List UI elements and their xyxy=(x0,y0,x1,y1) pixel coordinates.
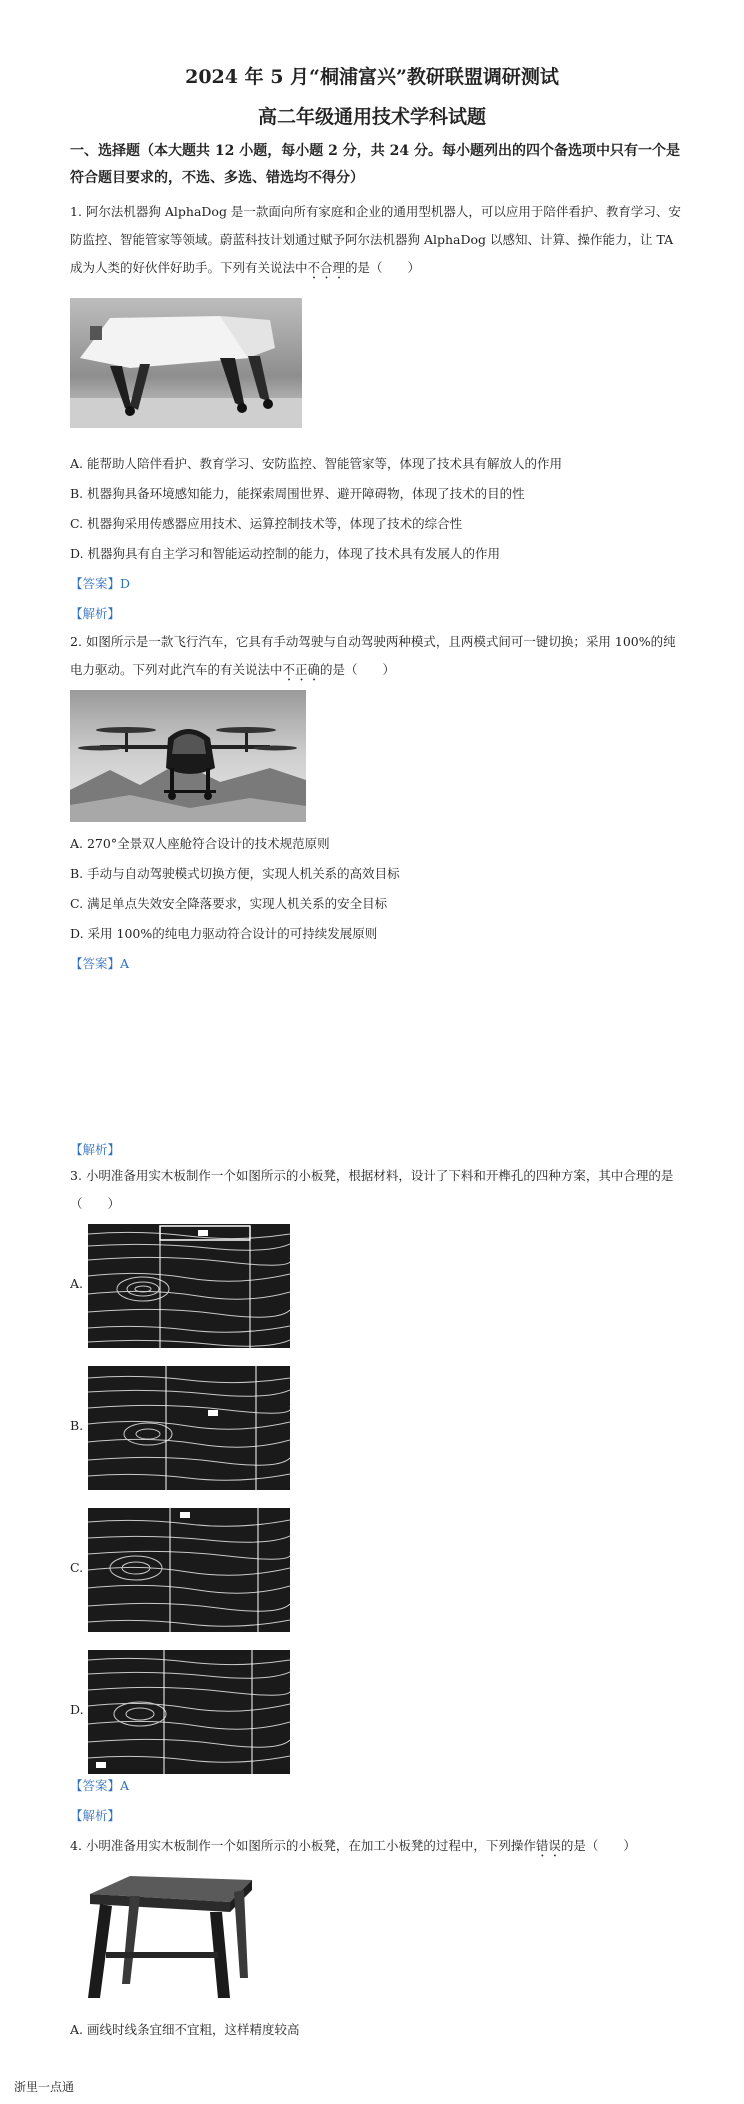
question-4-stem: 4. 小明准备用实木板制作一个如图所示的小板凳，在加工小板凳的过程中，下列操作错误的是（ ） xyxy=(70,1838,636,1853)
stool-image xyxy=(70,1866,260,2006)
q2-option-d: D. 采用 100%的纯电力驱动符合设计的可持续发展原则 xyxy=(70,926,378,941)
q1-answer: 【答案】D xyxy=(70,576,131,591)
q3-option-a-image xyxy=(88,1224,290,1348)
q3-option-d-label: D. xyxy=(70,1702,84,1717)
q1-option-b: B. 机器狗具备环境感知能力，能探索周围世界、避开障碍物，体现了技术的目的性 xyxy=(70,486,525,501)
q3-option-a-label: A. xyxy=(70,1276,84,1291)
q2-analysis: 【解析】 xyxy=(70,1142,121,1157)
q2-answer: 【答案】A xyxy=(70,956,130,971)
exam-subtitle: 高二年级通用技术学科试题 xyxy=(257,106,486,128)
q3-option-b-label: B. xyxy=(70,1418,84,1433)
q1-option-c: C. 机器狗采用传感器应用技术、运算控制技术等，体现了技术的综合性 xyxy=(70,516,463,531)
section-heading: 一、选择题（本大题共 12 小题，每小题 2 分，共 24 分。每小题列出的四个备选项中只有一个是符合题目要求的，不选、多选、错选均不得分） xyxy=(70,143,680,186)
q2-option-b: B. 手动与自动驾驶模式切换方便，实现人机关系的高效目标 xyxy=(70,866,400,881)
q3-option-b-image xyxy=(88,1366,290,1490)
question-1-stem: 1. 阿尔法机器狗 AlphaDog 是一款面向所有家庭和企业的通用型机器人，可以应用于陪伴看护、教育学习、安防监控、智能管家等领域。蔚蓝科技计划通过赋予阿尔法机器狗 AlphaDog 以感知、计算、操作能力，让 TA 成为人类的好伙伴好助手。下列有关说法中不合理的是（ ） xyxy=(70,204,681,275)
q3-analysis: 【解析】 xyxy=(70,1808,121,1823)
q3-answer: 【答案】A xyxy=(70,1778,130,1793)
question-2-stem: 2. 如图所示是一款飞行汽车，它具有手动驾驶与自动驾驶两种模式，且两模式间可一键切换；采用 100%的纯电力驱动。下列对此汽车的有关说法中不正确的是（ ） xyxy=(70,634,676,677)
exam-title: 2024 年 5 月“桐浦富兴”教研联盟调研测试 xyxy=(185,66,559,88)
q2-option-c: C. 满足单点失效安全降落要求，实现人机关系的安全目标 xyxy=(70,896,388,911)
q1-analysis: 【解析】 xyxy=(70,606,121,621)
question-3-stem: 3. 小明准备用实木板制作一个如图所示的小板凳，根据材料，设计了下料和开榫孔的四种方案，其中合理的是（ ） xyxy=(70,1168,674,1211)
q1-option-a: A. 能帮助人陪伴看护、教育学习、安防监控、智能管家等，体现了技术具有解放人的作用 xyxy=(70,456,562,471)
flying-car-image xyxy=(70,690,306,822)
q3-option-c-image xyxy=(88,1508,290,1632)
q1-option-d: D. 机器狗具有自主学习和智能运动控制的能力，体现了技术具有发展人的作用 xyxy=(70,546,501,561)
footer-brand: 浙里一点通 xyxy=(14,2080,75,2094)
q4-option-a: A. 画线时线条宜细不宜粗，这样精度较高 xyxy=(70,2022,300,2037)
q2-option-a: A. 270°全景双人座舱符合设计的技术规范原则 xyxy=(70,836,330,851)
robot-dog-image xyxy=(70,298,302,428)
q3-option-d-image xyxy=(88,1650,290,1774)
q3-option-c-label: C. xyxy=(70,1560,84,1575)
